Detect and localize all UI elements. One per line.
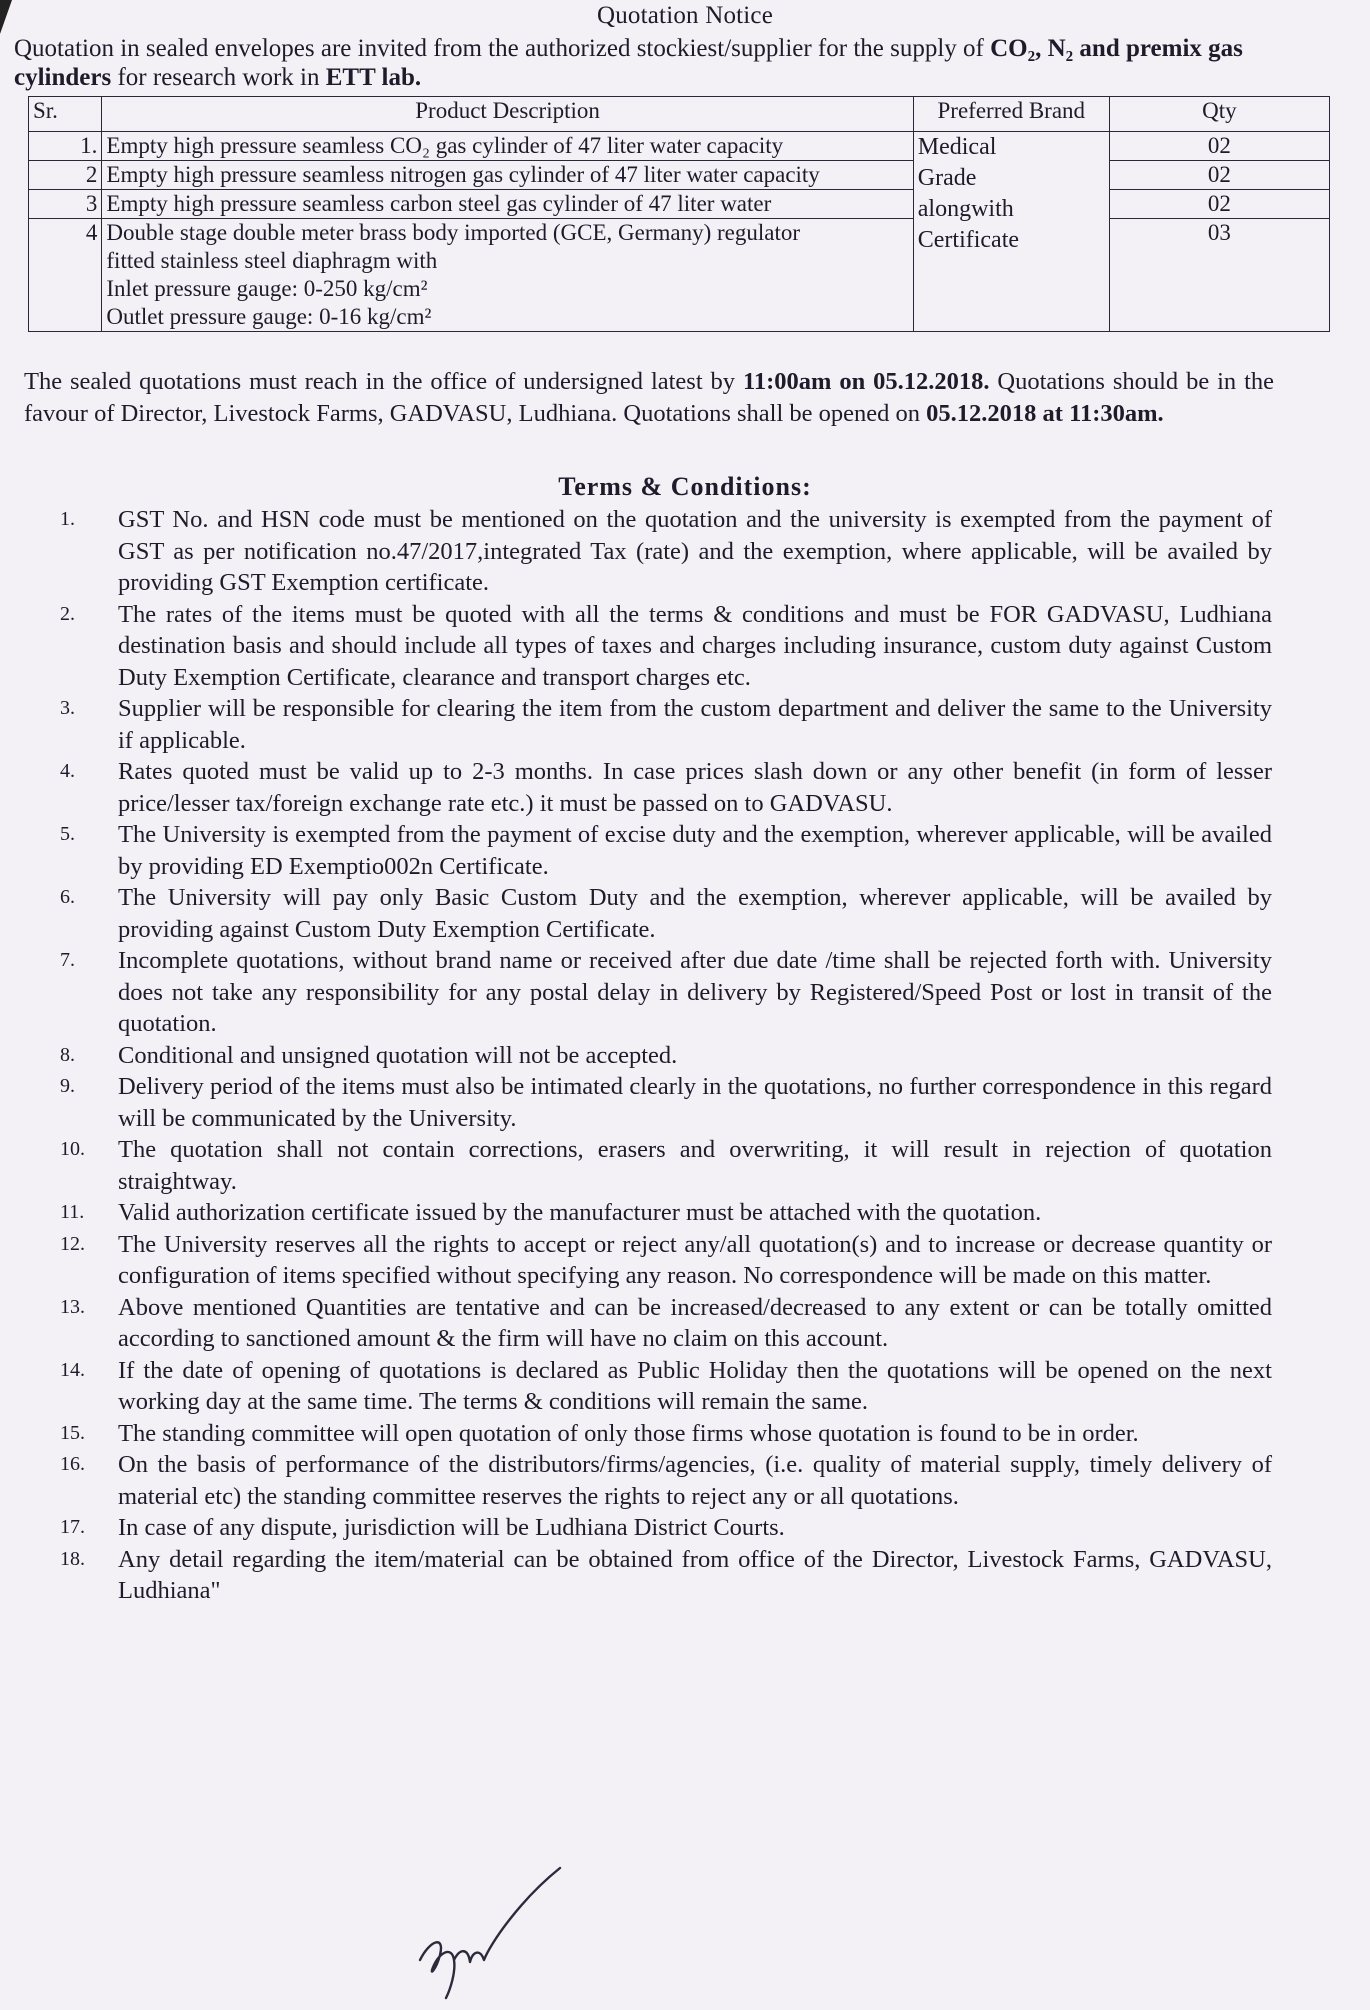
term-item [60,1197,1272,1229]
term-number: 10. [60,1138,85,1160]
term-item [60,756,1272,819]
term-number: 14. [60,1358,85,1381]
term-number: 17. [60,1516,85,1538]
term-text: Rates quoted must be valid up to 2-3 months. In case prices slash down or any other benefit (in form of lesser price/lesser tax/foreign exchange rate etc.) it must be passed on to GADVASU. [118,758,1272,817]
terms-list [60,504,1272,1607]
term-number: 3. [60,697,75,719]
term-item [60,693,1272,756]
term-item [60,1449,1272,1512]
submission-text: The sealed quotations must reach in the office of undersigned latest by [24,368,743,395]
table-row [29,161,1330,190]
term-number: 11. [60,1201,85,1223]
term-number: 6. [60,886,75,908]
row-sr: 4 [29,219,102,332]
term-text: Any detail regarding the item/material can be obtained from office of the Director, Livestock Farms, GADVASU, Ludhiana" [118,1545,1272,1604]
term-number: 1. [60,508,75,530]
handwritten-signature [410,1860,570,2000]
term-number: 15. [60,1421,85,1444]
term-item [60,1512,1272,1544]
term-number: 8. [60,1043,75,1066]
row-description: Empty high pressure seamless carbon steel gas cylinder of 47 liter water [102,190,913,219]
term-item [60,1040,1272,1072]
intro-paragraph [14,34,1334,92]
row-qty: 02 [1109,190,1329,219]
preferred-brand: Medical Grade alongwith Certificate [913,132,1109,332]
term-item [60,1418,1272,1450]
term-item [60,1134,1272,1197]
notice-title: Quotation Notice [596,2,774,29]
row-qty: 02 [1109,132,1329,161]
row-sr: 2 [29,161,102,190]
term-number: 12. [60,1232,85,1255]
term-number: 16. [60,1453,85,1475]
term-text: The University is exempted from the payment of excise duty and the exemption, wherever applicable, will be availed by providing ED Exemptio002n Certificate. [118,821,1272,880]
term-text: Above mentioned Quantities are tentative and can be increased/decreased to any extent or can be totally omitted according to sanctioned amount & the firm will have no claim on this account. [118,1293,1272,1352]
term-item [60,945,1272,1040]
term-text: The University will pay only Basic Custom Duty and the exemption, wherever applicable, will be availed by providing against Custom Duty Exemption Certificate. [118,884,1272,943]
term-text: Supplier will be responsible for clearing the item from the custom department and deliver the same to the University if applicable. [118,695,1272,754]
term-text: Delivery period of the items must also be intimated clearly in the quotations, no further correspondence in this regard will be communicated by the University. [118,1073,1272,1132]
term-text: Valid authorization certificate issued by the manufacturer must be attached with the quotation. [118,1199,1042,1226]
intro-lab: ETT lab. [325,64,422,91]
table-row [29,219,1330,332]
term-number: 5. [60,823,75,845]
term-text: The standing committee will open quotation of only those firms whose quotation is found to be in order. [118,1419,1139,1447]
header-sr: Sr. [29,97,102,132]
term-text: If the date of opening of quotations is declared as Public Holiday then the quotations will be opened on the next working day at the same time. The terms & conditions will remain the same. [118,1356,1272,1415]
terms-heading: Terms & Conditions: [558,472,812,501]
term-text: The University reserves all the rights to accept or reject any/all quotation(s) and to increase or decrease quantity or configuration of items specified without specifying any reason. No correspondence will be made on this matter. [118,1230,1272,1289]
term-item [60,599,1272,694]
term-text: The rates of the items must be quoted with all the terms & conditions and must be FOR GADVASU, Ludhiana destination basis and should include all types of taxes and charges including insurance, custom duty against Custom Duty Exemption Certificate, clearance and transport charges etc. [118,600,1272,691]
term-item [60,504,1272,599]
submission-text-2: Quotations should be in the favour of Director, Livestock Farms, GADVASU, Ludhiana. Quotations shall be opened on [24,368,1275,427]
table-row [29,132,1330,161]
term-item [60,1229,1272,1292]
row-description: Empty high pressure seamless CO₂ gas cylinder of 47 liter water capacity [102,132,913,161]
opening-datetime: 05.12.2018 at 11:30am. [926,400,1164,427]
term-item [60,819,1272,882]
row-description: Empty high pressure seamless nitrogen gas cylinder of 47 liter water capacity [102,161,913,190]
table-row [29,190,1330,219]
term-text: On the basis of performance of the distributors/firms/agencies, (i.e. quality of material supply, timely delivery of material etc) the standing committee reserves the rights to reject any or all quotations. [118,1451,1272,1510]
term-text: The quotation shall not contain corrections, erasers and overwriting, it will result in rejection of quotation straightway. [118,1136,1272,1195]
term-item [60,1071,1272,1134]
term-text: GST No. and HSN code must be mentioned on the quotation and the university is exempted from the payment of GST as per notification no.47/2017,integrated Tax (rate) and the exemption, where applicable, will be availed by providing GST Exemption certificate. [118,506,1272,596]
term-number: 7. [60,949,75,971]
row-qty: 03 [1109,219,1329,332]
header-qty: Qty [1109,97,1329,132]
table-header-row [29,97,1330,132]
term-text: Conditional and unsigned quotation will not be accepted. [118,1041,678,1069]
intro-gases: CO₂, N₂ and premix gas cylinders [14,35,1243,91]
term-item [60,1544,1272,1607]
row-description: Double stage double meter brass body imported (GCE, Germany) regulator fitted stainless steel diaphragm with Inlet pressure gauge: 0-250 kg/cm² Outlet pressure gauge: 0-16 kg/cm² [102,219,913,332]
header-description: Product Description [102,97,913,132]
term-item [60,882,1272,945]
term-number: 4. [60,760,75,782]
intro-text: Quotation in sealed envelopes are invited from the authorized stockiest/supplier for the supply of [14,35,991,62]
row-sr: 3 [29,190,102,219]
header-brand: Preferred Brand [913,97,1109,132]
term-number: 2. [60,602,75,625]
term-item [60,1355,1272,1418]
submission-deadline: 11:00am on 05.12.2018. [742,368,990,395]
term-text: In case of any dispute, jurisdiction will be Ludhiana District Courts. [118,1514,785,1541]
items-table [28,96,1330,332]
submission-paragraph [24,366,1274,430]
row-qty: 02 [1109,161,1329,190]
term-text: Incomplete quotations, without brand name or received after due date /time shall be rejected forth with. University does not take any responsibility for any postal delay in delivery by Registered/Speed Post or lost in transit of the quotation. [118,947,1272,1037]
intro-text-mid: for research work in [111,64,326,91]
term-number: 9. [60,1075,75,1097]
term-number: 18. [60,1547,85,1570]
row-sr: 1. [29,132,102,161]
term-item [60,1292,1272,1355]
term-number: 13. [60,1295,85,1318]
